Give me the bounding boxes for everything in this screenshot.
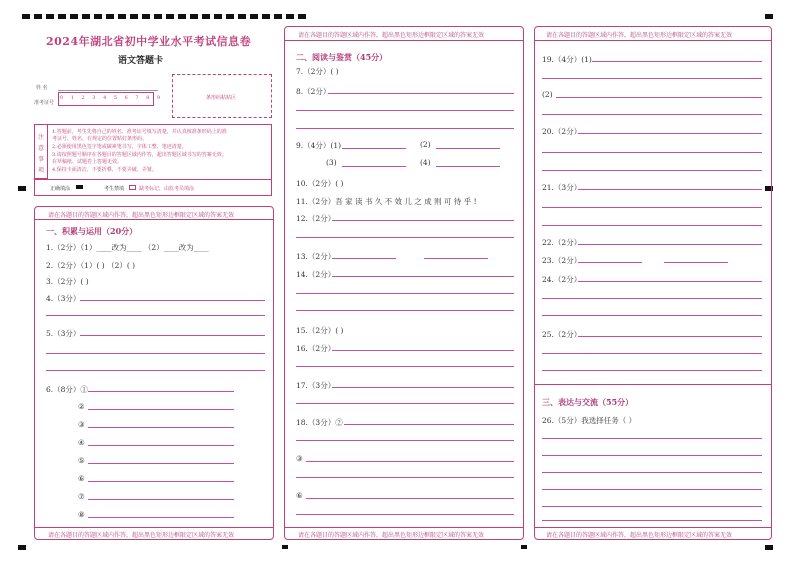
question-26: 26.（5分）我选择任务（ ）: [542, 416, 637, 425]
notice-divider: [284, 40, 524, 41]
answer-line[interactable]: [88, 427, 234, 428]
answer-line[interactable]: [296, 110, 514, 111]
answer-line[interactable]: [296, 403, 514, 404]
corner-mark: [282, 545, 288, 549]
filled-bubble-icon: [76, 185, 83, 189]
answer-line[interactable]: [556, 97, 762, 98]
question-18: 18.（3分）②: [296, 418, 343, 427]
corner-mark: [765, 545, 773, 550]
notice-divider: [534, 527, 772, 528]
area-notice: 请在各题目的答题区域内作答，超出黑色矩形边框限定区域的答案无效: [48, 532, 235, 539]
question-20: 20.（2分）: [542, 127, 582, 136]
answer-line[interactable]: [578, 189, 762, 190]
answer-line[interactable]: [578, 244, 762, 245]
answer-line[interactable]: [542, 438, 762, 439]
question-9-part: (2): [420, 140, 431, 149]
notice-divider: [284, 527, 524, 528]
question-14: 14.（2分）: [296, 270, 336, 279]
corner-mark: [18, 186, 26, 191]
section-title-1: 一、积累与运用（20分）: [46, 226, 138, 236]
notes-label-4: 项: [38, 167, 45, 174]
answer-line[interactable]: [542, 152, 762, 153]
timing-marks-top: [22, 14, 306, 19]
answer-line[interactable]: [80, 335, 265, 336]
notes-line: 4.保持卡面清洁，不要折叠、不要弄破、弄皱。: [52, 167, 157, 173]
notes-line: 考证号、姓名，在规定的位置贴好条形码。: [52, 136, 148, 142]
question-17: 17.（3分）: [296, 381, 336, 390]
answer-line[interactable]: [542, 114, 762, 115]
answer-line[interactable]: [424, 258, 488, 259]
section-title-2: 二、阅读与鉴赏（45分）: [296, 52, 388, 62]
answer-line[interactable]: [542, 370, 762, 371]
answer-line[interactable]: [46, 315, 265, 316]
answer-line[interactable]: [344, 424, 514, 425]
answer-line[interactable]: [436, 166, 500, 167]
question-6-item: ④: [78, 438, 85, 447]
question-1: 1.（2分）（1）____改为____ （2）____改为____: [46, 243, 209, 252]
correct-fill-label: 正确填涂: [50, 186, 71, 192]
question-18-part: ⑥: [296, 491, 303, 500]
answer-line[interactable]: [542, 353, 762, 354]
answer-line[interactable]: [542, 78, 762, 79]
absent-text: 缺考标记，由监考员填涂: [139, 186, 195, 192]
answer-line[interactable]: [328, 93, 514, 94]
answer-line[interactable]: [578, 336, 762, 337]
question-22: 22.（2分）: [542, 238, 582, 247]
answer-line[interactable]: [296, 440, 514, 441]
answer-line[interactable]: [542, 298, 762, 299]
question-6-item: ⑧: [78, 510, 85, 519]
area-notice: 请在各题目的答题区域内作答，超出黑色矩形边框限定区域的答案无效: [48, 212, 235, 219]
section-divider: [534, 384, 772, 385]
answer-line[interactable]: [542, 455, 762, 456]
answer-line[interactable]: [592, 61, 762, 62]
question-6-item: ⑤: [78, 456, 85, 465]
answer-line[interactable]: [664, 262, 728, 263]
answer-line[interactable]: [578, 133, 762, 134]
corner-mark: [521, 545, 527, 549]
question-25: 25.（2分）: [542, 330, 582, 339]
question-6-item: ③: [78, 420, 85, 429]
answer-line[interactable]: [342, 148, 406, 149]
answer-line[interactable]: [542, 506, 762, 507]
question-5: 5.（3分）: [46, 329, 81, 338]
answer-line[interactable]: [296, 128, 514, 129]
question-19: 19.（4分）(1): [542, 55, 592, 64]
answer-line[interactable]: [296, 237, 514, 238]
area-notice: 请在各题目的答题区域内作答，超出黑色矩形边框限定区域的答案无效: [546, 532, 733, 539]
card-subtitle: 语文答题卡: [118, 56, 164, 66]
question-13: 13.（2分）: [296, 252, 336, 261]
answer-line[interactable]: [296, 310, 514, 311]
answer-panel-middle: [284, 26, 524, 540]
question-4: 4.（3分）: [46, 294, 81, 303]
notes-label-3: 事: [38, 156, 45, 163]
question-2: 2.（2分）（1）( ) （2）( ): [46, 261, 136, 270]
notes-line: 1.答题前，考生先将自己的姓名、准考证号填写清楚，并认真核准条形码上的准: [52, 129, 227, 135]
barcode-label: 条形码粘贴区: [206, 95, 237, 101]
question-6-item: ②: [78, 402, 85, 411]
answer-line[interactable]: [296, 514, 514, 515]
answer-line[interactable]: [332, 387, 514, 388]
question-21: 21.（3分）: [542, 183, 582, 192]
answer-line[interactable]: [542, 489, 762, 490]
answer-line[interactable]: [46, 370, 265, 371]
notice-divider: [34, 219, 274, 220]
area-notice: 请在各题目的答题区域内作答，超出黑色矩形边框限定区域的答案无效: [298, 32, 485, 39]
answer-line[interactable]: [46, 353, 265, 354]
notes-line: 在草稿纸、试题卷上答题无效。: [52, 159, 123, 165]
question-6: 6.（8分）①: [46, 385, 88, 394]
answer-line[interactable]: [296, 477, 514, 478]
question-8: 8.（2分）: [296, 87, 331, 96]
question-24: 24.（2分）: [542, 275, 582, 284]
absent-label: 考生禁填: [104, 186, 125, 192]
question-9-part: (3): [326, 158, 337, 167]
question-9-part: (4): [420, 158, 431, 167]
answer-line[interactable]: [578, 262, 642, 263]
answer-line[interactable]: [342, 166, 406, 167]
question-19-part: (2): [542, 90, 553, 99]
answer-line[interactable]: [88, 463, 234, 464]
question-10: 10.（2分）( ): [296, 179, 344, 188]
notes-label-1: 注: [38, 134, 45, 141]
notes-divider: [34, 179, 272, 180]
answer-line[interactable]: [88, 481, 234, 482]
question-12: 12.（2分）: [296, 214, 336, 223]
notice-divider: [34, 527, 274, 528]
section-title-3: 三、表达与交流（55分）: [542, 397, 634, 407]
answer-line[interactable]: [88, 445, 234, 446]
notes-label-2: 意: [38, 145, 45, 152]
notice-divider: [534, 40, 772, 41]
answer-line[interactable]: [88, 409, 234, 410]
notes-line: 2.必须使用黑色签字笔或碳素笔书写，字体工整、笔迹清楚。: [52, 144, 187, 150]
name-field[interactable]: [58, 90, 158, 91]
question-23: 23.（2分）: [542, 256, 582, 265]
name-label: 姓 名: [36, 85, 48, 91]
question-7: 7.（2分）( ): [296, 67, 339, 76]
question-9: 9.（4分）(1): [296, 141, 342, 150]
area-notice: 请在各题目的答题区域内作答，超出黑色矩形边框限定区域的答案无效: [298, 532, 485, 539]
answer-line[interactable]: [542, 170, 762, 171]
answer-line[interactable]: [332, 350, 514, 351]
question-16: 16.（2分）: [296, 344, 336, 353]
answer-line[interactable]: [436, 148, 500, 149]
question-6-item: ⑦: [78, 492, 85, 501]
answer-line[interactable]: [80, 300, 265, 301]
answer-line[interactable]: [296, 366, 514, 367]
absent-bubble[interactable]: [129, 185, 136, 190]
corner-mark: [18, 545, 26, 550]
answer-line[interactable]: [542, 207, 762, 208]
answer-line[interactable]: [542, 520, 762, 521]
answer-line[interactable]: [542, 472, 762, 473]
question-15: 15.（2分）( ): [296, 326, 344, 335]
answer-line[interactable]: [296, 293, 514, 294]
question-3: 3.（2分）( ): [46, 277, 89, 286]
answer-line[interactable]: [542, 315, 762, 316]
answer-line[interactable]: [88, 391, 234, 392]
answer-line[interactable]: [306, 461, 514, 462]
id-digits: 0 1 2 3 4 5 6 7 8 9: [60, 95, 164, 101]
answer-line[interactable]: [332, 276, 514, 277]
answer-line[interactable]: [542, 225, 762, 226]
question-18-part: ③: [296, 454, 303, 463]
question-6-item: ⑥: [78, 474, 85, 483]
area-notice: 请在各题目的答题区域内作答，超出黑色矩形边框限定区域的答案无效: [546, 32, 733, 39]
answer-line[interactable]: [332, 258, 396, 259]
answer-line[interactable]: [88, 517, 234, 518]
answer-line[interactable]: [306, 498, 514, 499]
answer-line[interactable]: [578, 281, 762, 282]
id-label: 准考证号: [34, 100, 55, 106]
corner-mark: [765, 14, 773, 19]
answer-line[interactable]: [332, 220, 514, 221]
exam-title: 2024年湖北省初中学业水平考试信息卷: [46, 35, 252, 48]
answer-line[interactable]: [88, 499, 234, 500]
question-11: 11.（2分）吾 家 读 书 久 不 效 儿 之 成 则 可 待 乎 !: [296, 197, 477, 206]
answer-panel-left: [34, 206, 274, 540]
notes-line: 3.请按照题号顺序在各题目的答题区域内作答，超出答题区域书写的答案无效；: [52, 152, 227, 158]
